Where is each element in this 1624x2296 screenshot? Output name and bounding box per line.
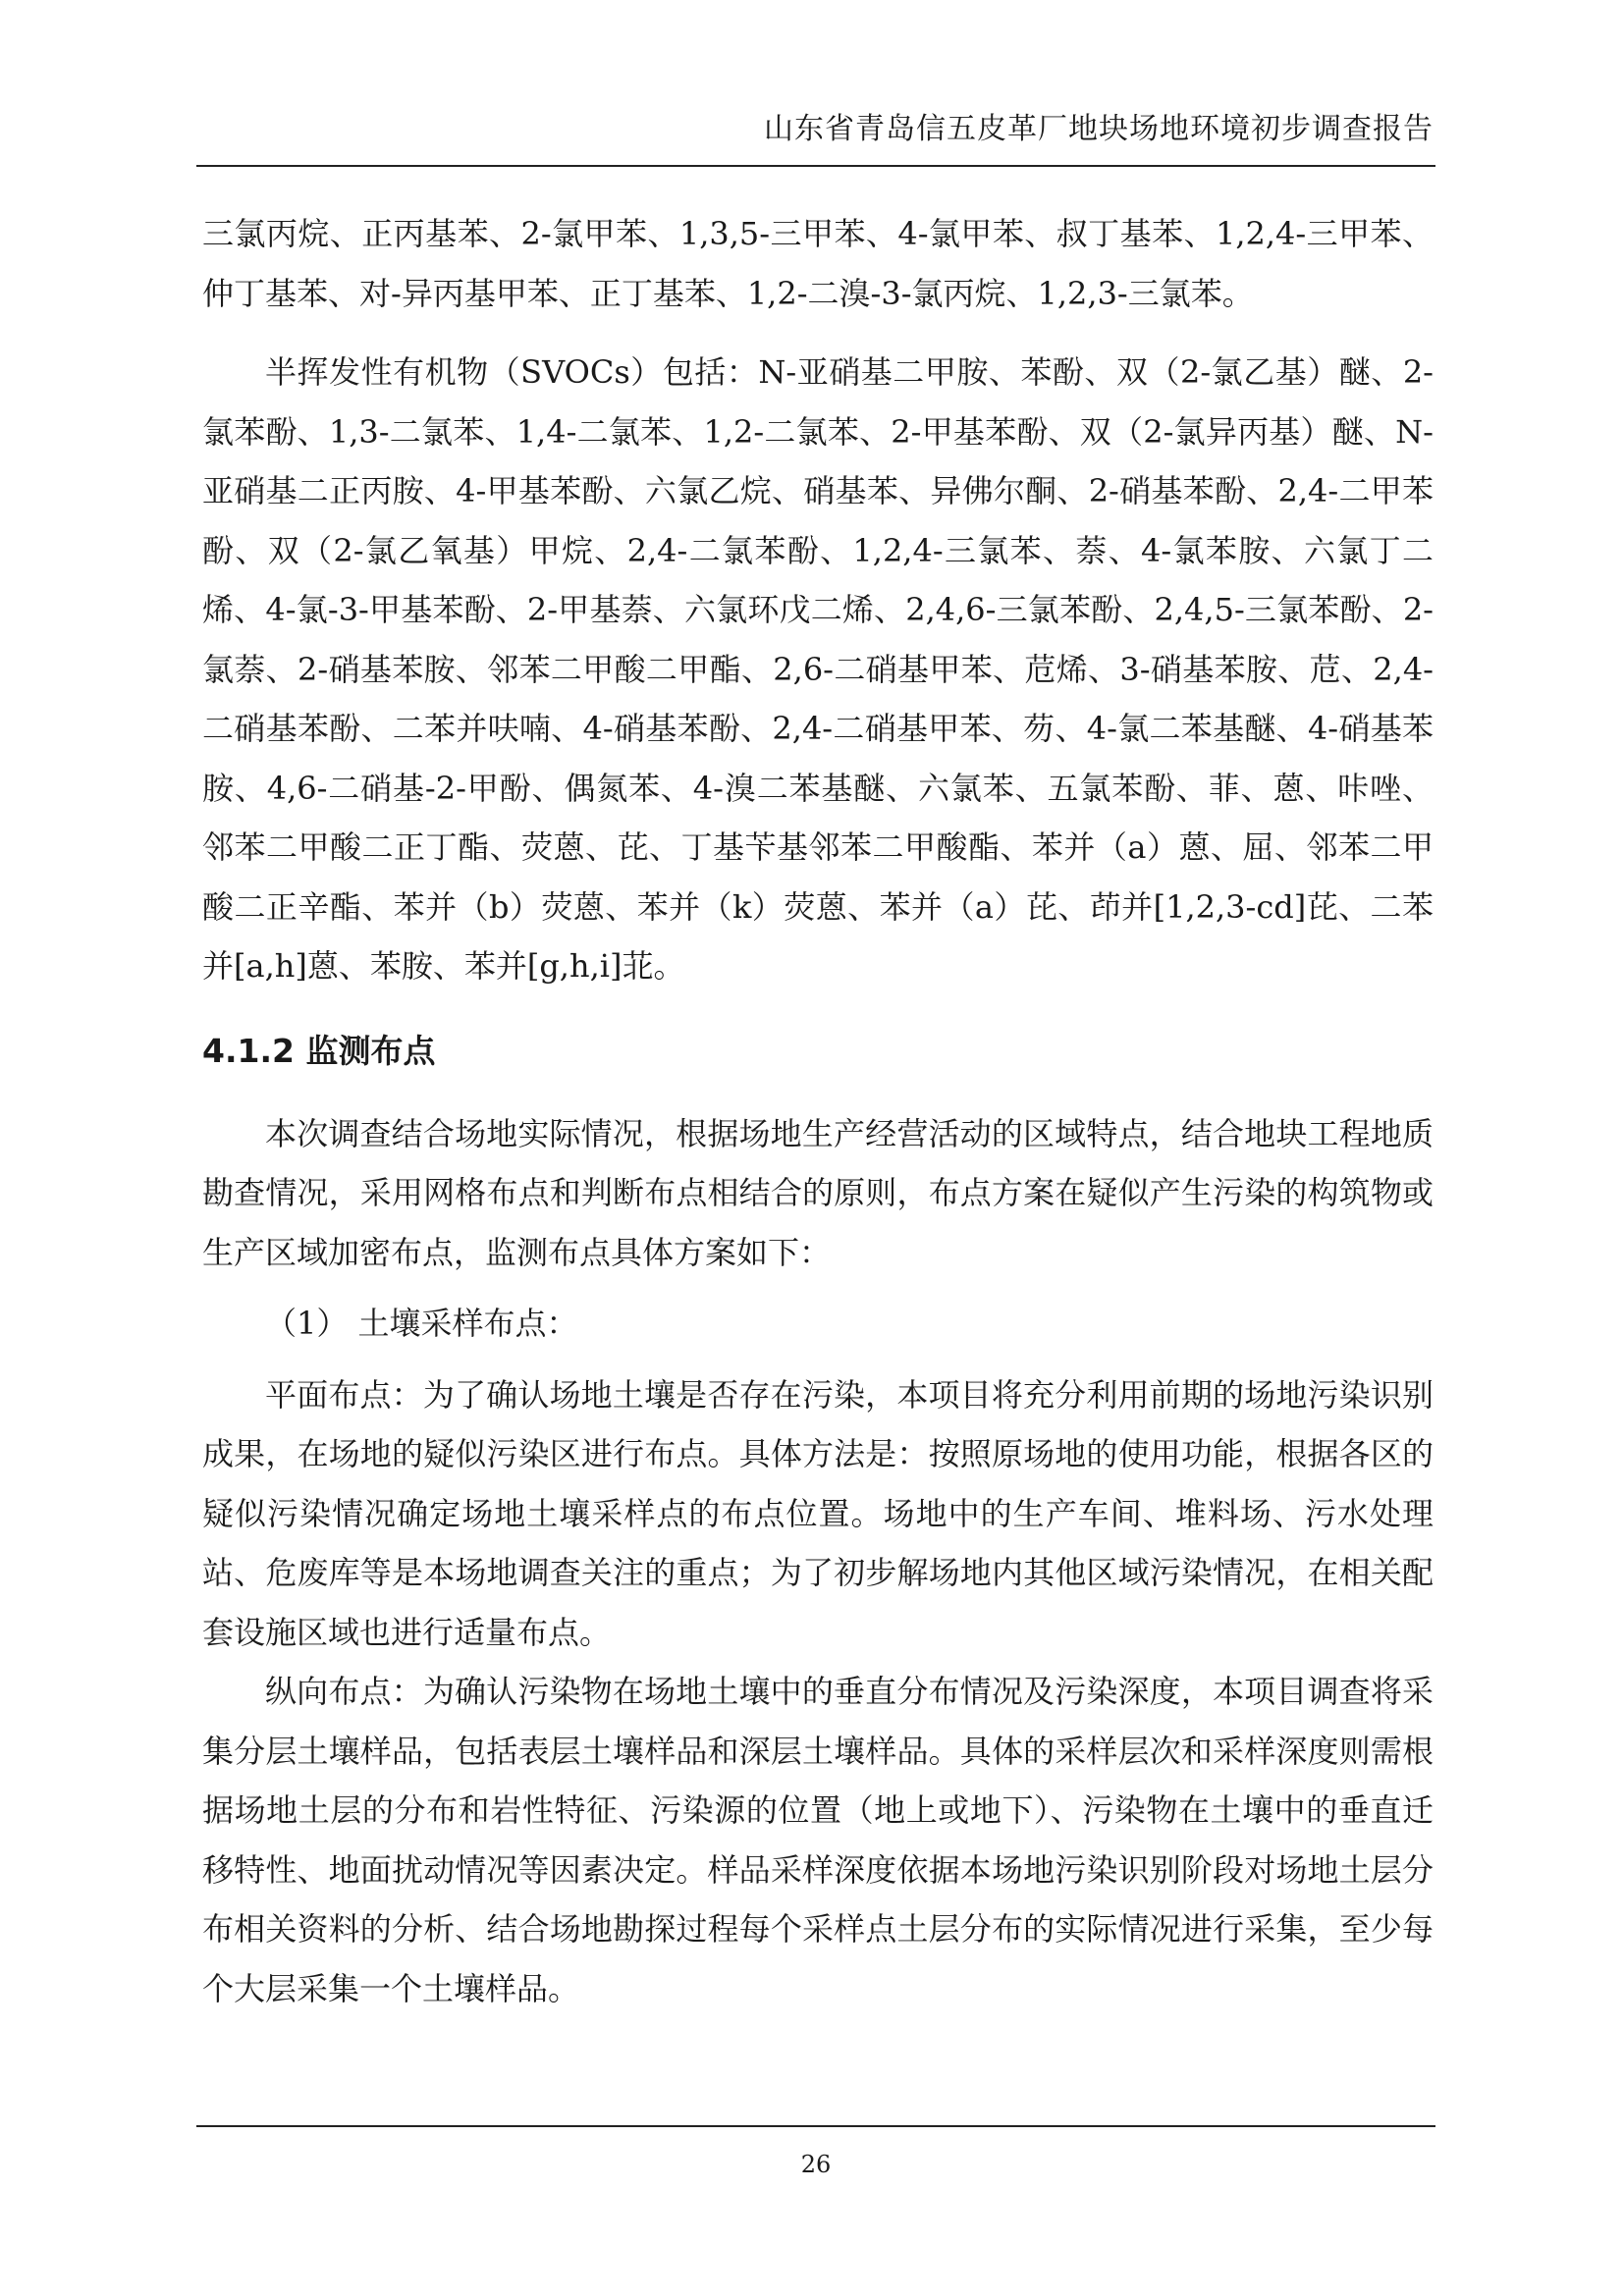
list-item-soil-sampling: （1） 土壤采样布点： — [265, 1305, 578, 1342]
section-heading: 4.1.2 监测布点 — [202, 1031, 436, 1070]
paragraph-svocs-list: 半挥发性有机物（SVOCs）包括：N-亚硝基二甲胺、苯酚、双（2-氯乙基）醚、2-氯苯酚、1,3-二氯苯、1,4-二氯苯、1,2-二氯苯、2-甲基苯酚、双（2-氯异丙基）醚、N-亚硝基二正丙胺、4-甲基苯酚、六氯乙烷、硝基苯、异佛尔酮、2-硝基苯酚、2,4-二甲苯酚、双（2-氯乙氧基）甲烷、2,4-二氯苯酚、1,2,4-三氯苯、萘、4-氯苯胺、六氯丁二烯、4-氯-3-甲基苯酚、2-甲基萘、六氯环戊二烯、2,4,6-三氯苯酚、2,4,5-三氯苯酚、2-氯萘、2-硝基苯胺、邻苯二甲酸二甲酯、2,6-二硝基甲苯、苊烯、3-硝基苯胺、苊、2,4-二硝基苯酚、二苯并呋喃、4-硝基苯酚、2,4-二硝基甲苯、芴、4-氯二苯基醚、4-硝基苯胺、4,6-二硝基-2-甲酚、偶氮苯、4-溴二苯基醚、六氯苯、五氯苯酚、菲、蒽、咔唑、邻苯二甲酸二正丁酯、荧蒽、芘、丁基苄基邻苯二甲酸酯、苯并（a）蒽、屈、邻苯二甲酸二正辛酯、苯并（b）荧蒽、苯并（k）荧蒽、苯并（a）芘、茚并[1,2,3-cd]芘、二苯并[a,h]蒽、苯胺、苯并[g,h,i]苝。 — [202, 353, 1434, 985]
header-divider — [196, 165, 1435, 167]
paragraph-monitoring-layout: 本次调查结合场地实际情况，根据场地生产经营活动的区域特点，结合地块工程地质勘查情况，采用网格布点和判断布点相结合的原则，布点方案在疑似产生污染的构筑物或生产区域加密布点，监测布点具体方案如下： — [202, 1114, 1434, 1271]
report-header-title: 山东省青岛信五皮革厂地块场地环境初步调查报告 — [764, 112, 1434, 146]
paragraph-voc-list-continued: 三氯丙烷、正丙基苯、2-氯甲苯、1,3,5-三甲苯、4-氯甲苯、叔丁基苯、1,2,4-三甲苯、仲丁基苯、对-异丙基甲苯、正丁基苯、1,2-二溴-3-氯丙烷、1,2,3-三氯苯。 — [202, 215, 1434, 312]
page-number: 26 — [800, 2151, 832, 2178]
paragraph-plane-layout: 平面布点：为了确认场地土壤是否存在污染，本项目将充分利用前期的场地污染识别成果，在场地的疑似污染区进行布点。具体方法是：按照原场地的使用功能，根据各区的疑似污染情况确定场地土壤采样点的布点位置。场地中的生产车间、堆料场、污水处理站、危废库等是本场地调查关注的重点；为了初步解场地内其他区域污染情况，在相关配套设施区域也进行适量布点。 — [202, 1375, 1434, 1651]
footer-divider — [196, 2125, 1435, 2127]
page-content — [202, 204, 1434, 2018]
paragraph-vertical-layout: 纵向布点：为确认污染物在场地土壤中的垂直分布情况及污染深度，本项目调查将采集分层土壤样品，包括表层土壤样品和深层土壤样品。具体的采样层次和采样深度则需根据场地土层的分布和岩性特征、污染源的位置（地上或地下）、污染物在土壤中的垂直迁移特性、地面扰动情况等因素决定。样品采样深度依据本场地污染识别阶段对场地土层分布相关资料的分析、结合场地勘探过程每个采样点土层分布的实际情况进行采集，至少每个大层采集一个土壤样品。 — [202, 1673, 1434, 2007]
